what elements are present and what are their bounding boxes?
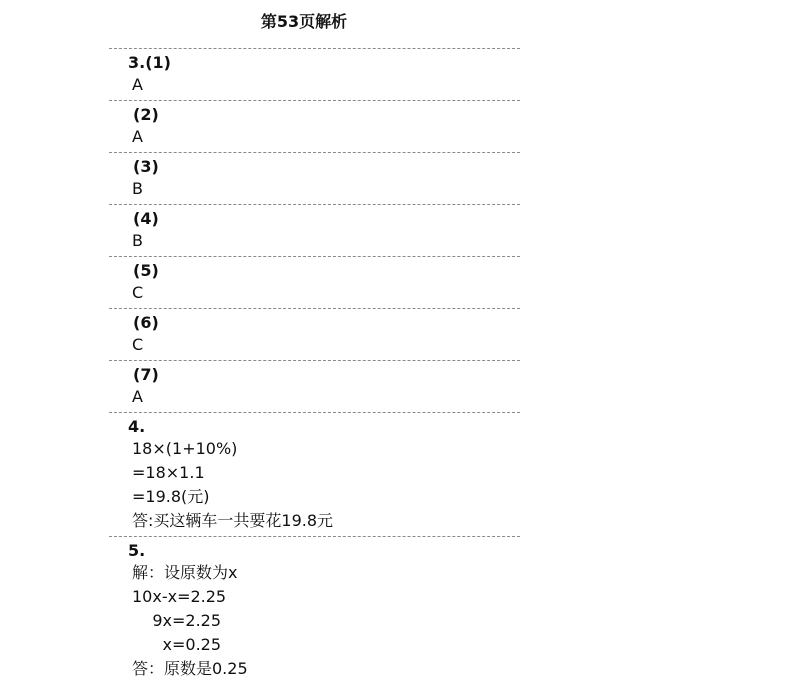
- q5-label: 5.: [128, 541, 146, 560]
- part-label: (7): [133, 365, 159, 384]
- solution-line: 解：设原数为x: [132, 563, 238, 582]
- part-label: (3): [133, 157, 159, 176]
- q4-label: 4.: [128, 417, 146, 436]
- answer-text: B: [132, 179, 143, 198]
- solution-line: x=0.25: [132, 635, 222, 654]
- q3-part-3: [109, 152, 520, 204]
- solution-line: 18×(1+10%): [132, 439, 238, 458]
- q3-part-2: [109, 100, 520, 152]
- q3-part-7: [109, 360, 520, 412]
- q3-part-5: [109, 256, 520, 308]
- answer-text: A: [132, 387, 143, 406]
- answer-text: C: [132, 335, 144, 354]
- q3-part-6: [109, 308, 520, 360]
- part-label: (2): [133, 105, 159, 124]
- part-label: (4): [133, 209, 159, 228]
- answer-text: A: [132, 75, 143, 94]
- solution-line: =18×1.1: [132, 463, 205, 482]
- solution-line: =19.8(元): [132, 487, 210, 506]
- solution-line: 答：原数是0.25: [132, 659, 248, 678]
- q3-label: 3.(1): [128, 53, 171, 72]
- q5-section: [109, 536, 520, 684]
- page-title: 第53页解析: [260, 12, 348, 31]
- answer-content: [109, 48, 520, 684]
- q4-section: [109, 412, 520, 536]
- q3-part-1: [109, 48, 520, 100]
- q3-part-4: [109, 204, 520, 256]
- answer-text: B: [132, 231, 143, 250]
- solution-line: 答:买这辆车一共要花19.8元: [132, 511, 334, 530]
- answer-text: C: [132, 283, 144, 302]
- part-label: (6): [133, 313, 159, 332]
- solution-line: 9x=2.25: [132, 611, 222, 630]
- solution-line: 10x-x=2.25: [132, 587, 227, 606]
- answer-text: A: [132, 127, 143, 146]
- part-label: (5): [133, 261, 159, 280]
